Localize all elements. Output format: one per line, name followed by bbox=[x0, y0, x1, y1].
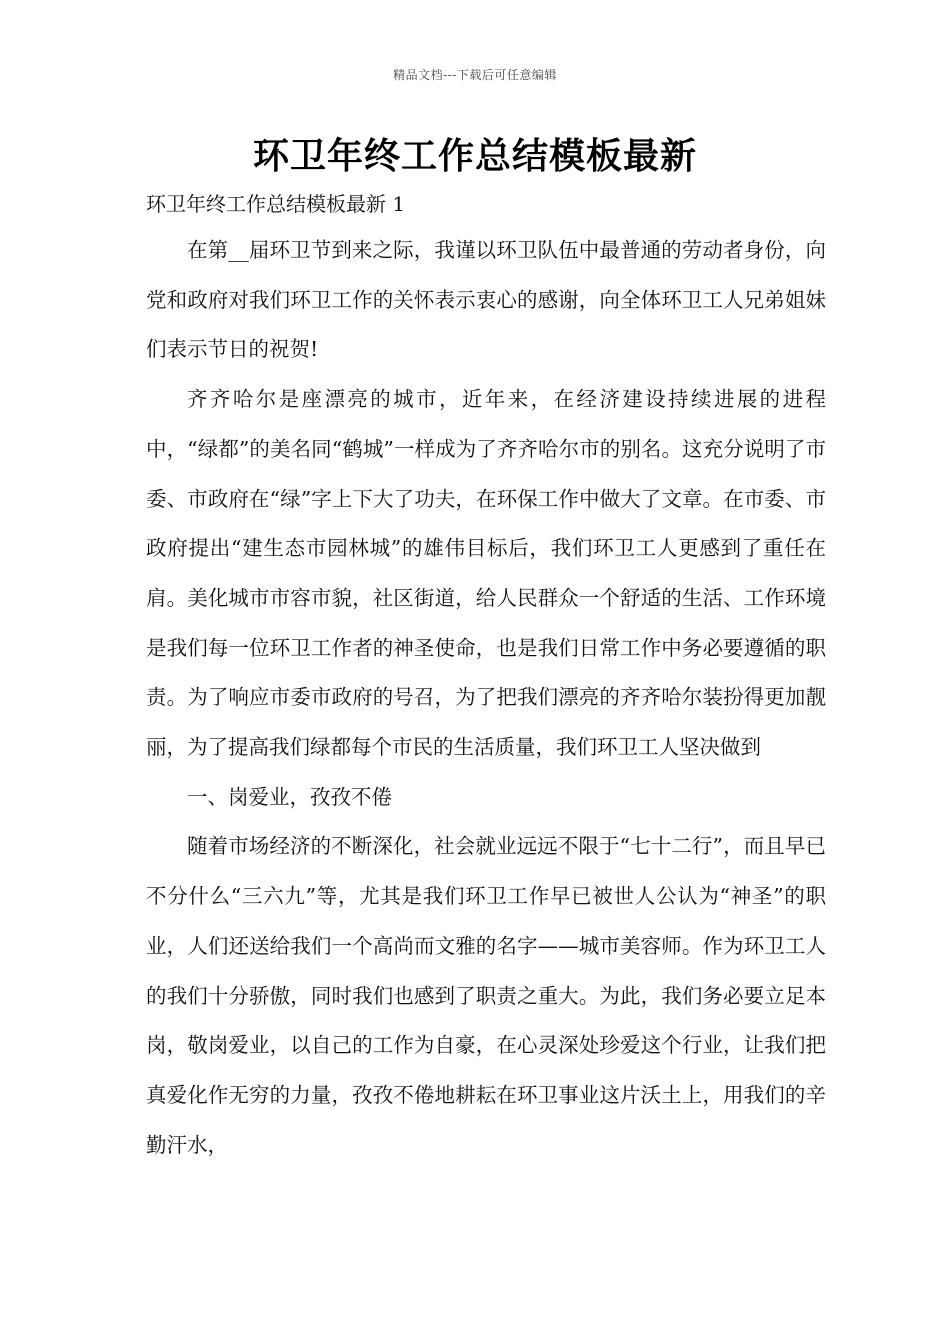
section-heading: 一、岗爱业，孜孜不倦 bbox=[187, 784, 392, 809]
paragraph: 随着市场经济的不断深化，社会就业远远不限于“七十二行”，而且早已不分什么“三六九”等，尤其是我们环卫工作早已被世人公认为“神圣”的职业，人们还送给我们一个高尚而文雅的名字——城市美容师。作为环卫工人的我们十分骄傲，同时我们也感到了职责之重大。为此，我们务必要立足本岗，敬岗爱业，以自己的工作为自豪，在心灵深处珍爱这个行业，让我们把真爱化作无穷的力量，孜孜不倦地耕耘在环卫事业这片沃土上，用我们的辛勤汗水， bbox=[146, 834, 826, 1157]
section-subtitle: 环卫年终工作总结模板最新 1 bbox=[146, 192, 406, 216]
paragraph: 齐齐哈尔是座漂亮的城市，近年来，在经济建设持续进展的进程中，“绿都”的美名同“鹤城”一样成为了齐齐哈尔市的别名。这充分说明了市委、市政府在“绿”字上下大了功夫，在环保工作中做大了文章。在市委、市政府提出“建生态市园林城”的雄伟目标后，我们环卫工人更感到了重任在肩。美化城市市容市貌，社区街道，给人民群众一个舒适的生活、工作环境是我们每一位环卫工作者的神圣使命，也是我们日常工作中务必要遵循的职责。为了响应市委市政府的号召，为了把我们漂亮的齐齐哈尔装扮得更加靓丽，为了提高我们绿都每个市民的生活质量，我们环卫工人坚决做到 bbox=[146, 387, 826, 760]
document-title: 环卫年终工作总结模板最新 bbox=[252, 135, 697, 177]
header-note: 精品文档---下载后可任意编辑 bbox=[393, 68, 557, 82]
paragraph: 在第__届环卫节到来之际，我谨以环卫队伍中最普通的劳动者身份，向党和政府对我们环卫工作的关怀表示衷心的感谢，向全体环卫工人兄弟姐妹们表示节日的祝贺! bbox=[146, 238, 826, 362]
document-body bbox=[146, 226, 826, 1170]
